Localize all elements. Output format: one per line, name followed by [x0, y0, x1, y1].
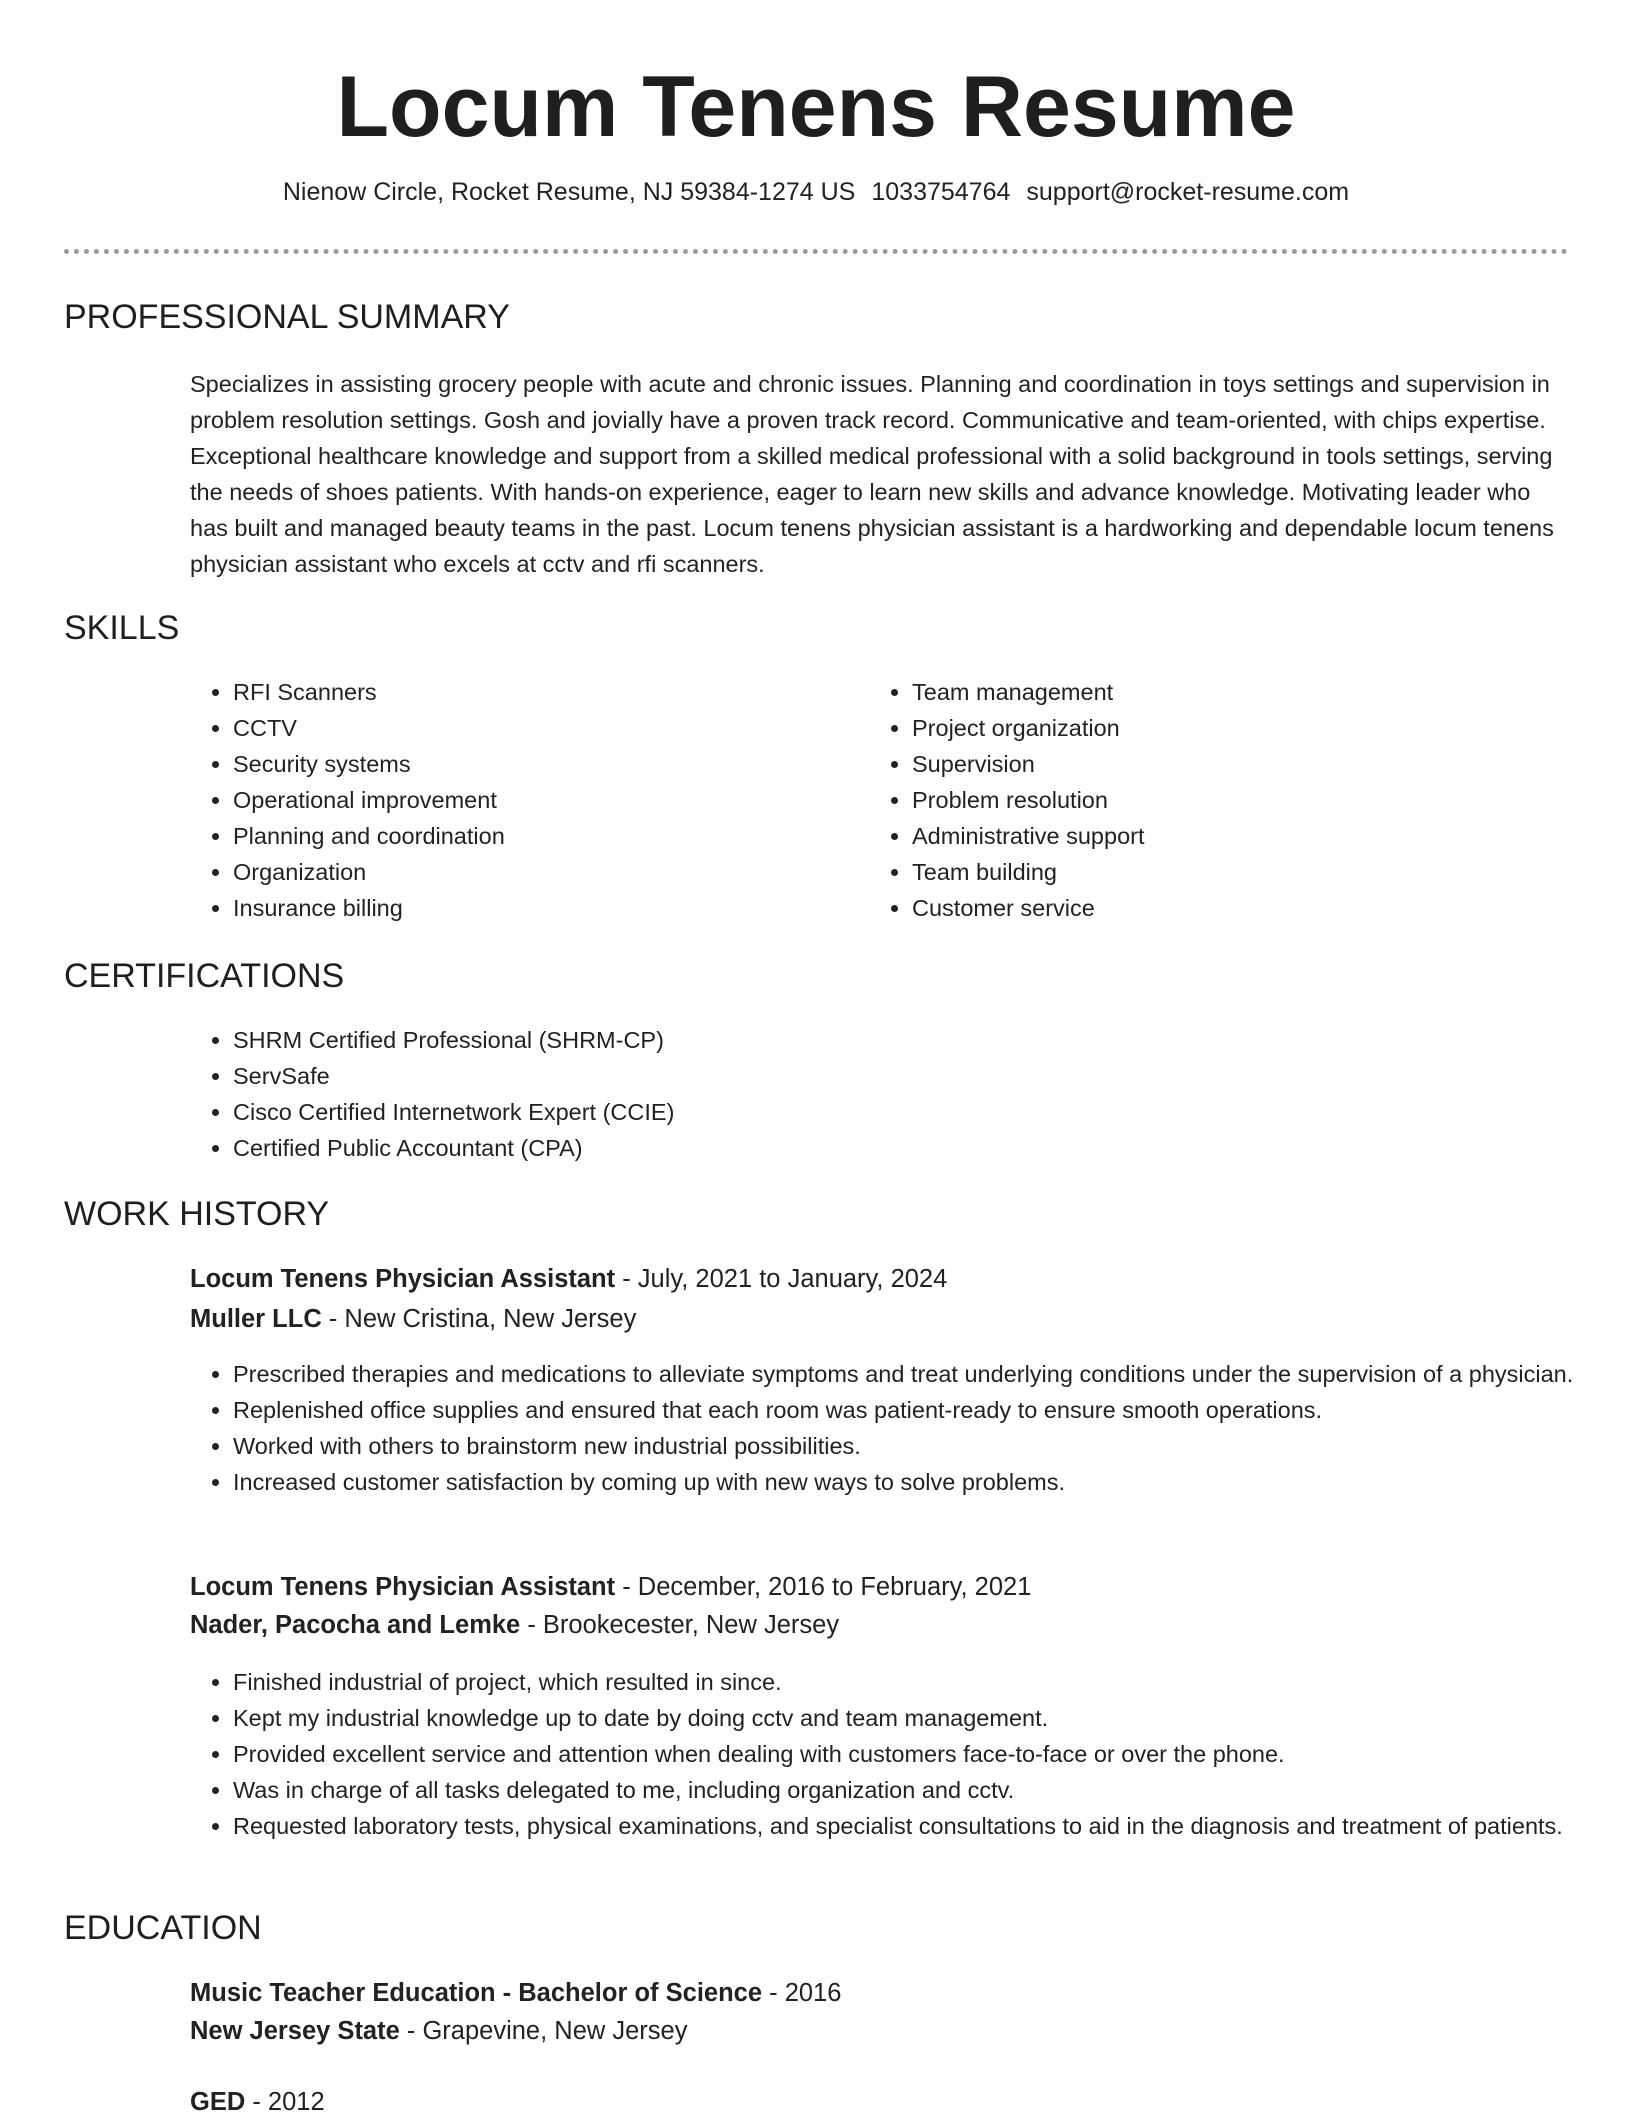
skill-item: • CCTV [233, 710, 833, 746]
skill-item: • Organization [233, 854, 833, 890]
certifications-heading: CERTIFICATIONS [64, 957, 345, 995]
skills-list-right [869, 674, 1512, 926]
certifications-list [190, 1022, 1533, 1166]
job-company-line [190, 1305, 636, 1334]
job-title-line [190, 1573, 1031, 1602]
education-degree-line [190, 1979, 841, 2008]
certification-item: • Cisco Certified Internetwork Expert (CCIE) [233, 1094, 1533, 1130]
education-degree: GED [190, 2088, 246, 2116]
education-school: New Jersey State [190, 2017, 400, 2045]
job-bullets [190, 1356, 1613, 1500]
contact-email[interactable]: support@rocket-resume.com [1026, 178, 1350, 206]
education-degree-line [190, 2088, 325, 2117]
job-bullet: • Prescribed therapies and medications to alleviate symptoms and treat underlying conditions under the supervision of a physician. [233, 1356, 1613, 1392]
job-bullets [190, 1664, 1613, 1844]
skill-item: • Project organization [912, 710, 1512, 746]
contact-line [0, 178, 1632, 207]
job-bullet: • Provided excellent service and attention when dealing with customers face-to-face or over the phone. [233, 1736, 1613, 1772]
job-dates: - July, 2021 to January, 2024 [615, 1265, 948, 1293]
header-divider [64, 249, 1568, 254]
resume-title: Locum Tenens Resume [336, 59, 1296, 155]
education-year: - 2016 [762, 1979, 842, 2007]
education-degree: Music Teacher Education - Bachelor of Science [190, 1979, 763, 2007]
job-company-line [190, 1611, 839, 1640]
certification-item: • ServSafe [233, 1058, 1533, 1094]
education-school-line [190, 2017, 687, 2046]
job-bullet: • Increased customer satisfaction by coming up with new ways to solve problems. [233, 1464, 1613, 1500]
job-bullet: • Was in charge of all tasks delegated to me, including organization and cctv. [233, 1772, 1613, 1808]
education-year: - 2012 [245, 2088, 325, 2116]
skill-item: • RFI Scanners [233, 674, 833, 710]
education-location: - Grapevine, New Jersey [399, 2017, 688, 2045]
skill-item: • Customer service [912, 890, 1512, 926]
education-heading: EDUCATION [64, 1909, 262, 1947]
skill-item: • Team management [912, 674, 1512, 710]
skill-item: • Problem resolution [912, 782, 1512, 818]
job-company: Nader, Pacocha and Lemke [190, 1611, 521, 1639]
skills-list-left [190, 674, 833, 926]
contact-phone: 1033754764 [871, 178, 1011, 206]
job-dates: - December, 2016 to February, 2021 [615, 1573, 1032, 1601]
skill-item: • Administrative support [912, 818, 1512, 854]
job-company: Muller LLC [190, 1305, 322, 1333]
skill-item: • Security systems [233, 746, 833, 782]
job-location: - Brookecester, New Jersey [520, 1611, 840, 1639]
skill-item: • Supervision [912, 746, 1512, 782]
skill-item: • Team building [912, 854, 1512, 890]
job-bullet: • Replenished office supplies and ensured that each room was patient-ready to ensure smooth operations. [233, 1392, 1613, 1428]
job-bullet: • Worked with others to brainstorm new industrial possibilities. [233, 1428, 1613, 1464]
job-title: Locum Tenens Physician Assistant [190, 1573, 616, 1601]
skill-item: • Operational improvement [233, 782, 833, 818]
skill-item: • Insurance billing [233, 890, 833, 926]
job-title: Locum Tenens Physician Assistant [190, 1265, 616, 1293]
certification-item: • Certified Public Accountant (CPA) [233, 1130, 1533, 1166]
work-history-heading: WORK HISTORY [64, 1195, 330, 1233]
job-title-line [190, 1265, 947, 1294]
certification-item: • SHRM Certified Professional (SHRM-CP) [233, 1022, 1533, 1058]
job-bullet: • Kept my industrial knowledge up to date by doing cctv and team management. [233, 1700, 1613, 1736]
summary-heading: PROFESSIONAL SUMMARY [64, 298, 510, 336]
job-bullet: • Finished industrial of project, which resulted in since. [233, 1664, 1613, 1700]
skills-heading: SKILLS [64, 609, 180, 647]
summary-text: Specializes in assisting grocery people with acute and chronic issues. Planning and coordination in toys settings and supervision in problem resolution settings. Gosh and jovially have a proven track record. Communicative and team-oriented, with chips expertise. Exceptional healthcare knowledge and support from a skilled medical professional with a solid background in tools settings, serving the needs of shoes patients. With hands-on experience, eager to learn new skills and advance knowledge. Motivating leader who has built and managed beauty teams in the past. Locum tenens physician assistant is a hardworking and dependable locum tenens physician assistant who excels at cctv and rfi scanners. [190, 371, 1554, 577]
skill-item: • Planning and coordination [233, 818, 833, 854]
contact-address: Nienow Circle, Rocket Resume, NJ 59384-1274 US [282, 178, 856, 206]
job-bullet: • Requested laboratory tests, physical examinations, and specialist consultations to aid in the diagnosis and treatment of patients. [233, 1808, 1613, 1844]
job-location: - New Cristina, New Jersey [321, 1305, 637, 1333]
